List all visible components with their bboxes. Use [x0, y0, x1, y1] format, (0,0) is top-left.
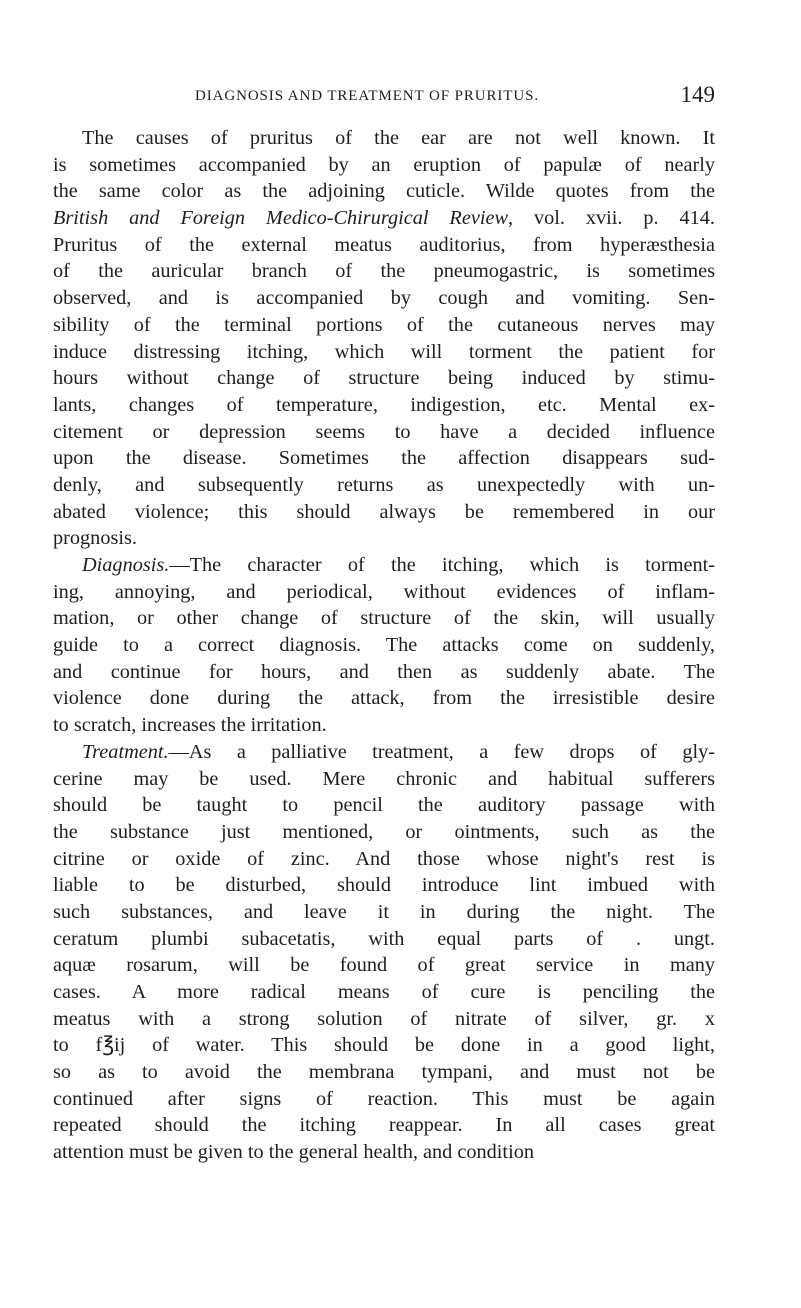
text-run: hours without change of structure being induced by stimu-: [53, 367, 715, 390]
text-line: [53, 899, 715, 926]
text-run: induce distressing itching, which will torment the patient for: [53, 340, 715, 363]
text-run: to f℥ij of water. This should be done in a good light,: [53, 1034, 715, 1057]
text-line: [53, 525, 715, 552]
text-run: attention must be given to the general health, and condition: [53, 1141, 534, 1164]
text-line: [53, 979, 715, 1006]
text-line: [53, 312, 715, 339]
text-run: ing, annoying, and periodical, without evidences of inflam-: [53, 580, 715, 603]
page-number: 149: [680, 82, 715, 107]
text-line: [53, 685, 715, 712]
text-line: [53, 258, 715, 285]
text-line: [53, 819, 715, 846]
text-run: lants, changes of temperature, indigestion, etc. Mental ex-: [53, 393, 715, 416]
text-line: [53, 1032, 715, 1059]
running-header: [195, 82, 715, 112]
text-line: [53, 499, 715, 526]
text-run: guide to a correct diagnosis. The attacks come on suddenly,: [53, 634, 715, 657]
text-line: [53, 419, 715, 446]
text-run: ceratum plumbi subacetatis, with equal parts of . ungt.: [53, 927, 715, 950]
text-line: [53, 445, 715, 472]
text-line: [53, 952, 715, 979]
text-line: [53, 632, 715, 659]
text-run: should be taught to pencil the auditory passage with: [53, 794, 715, 817]
text-run: the substance just mentioned, or ointments, such as the: [53, 820, 715, 843]
paragraph: [53, 125, 715, 552]
text-run: —The character of the itching, which is torment-: [169, 554, 715, 576]
text-run: and continue for hours, and then as suddenly abate. The: [53, 660, 715, 683]
text-line: [53, 1112, 715, 1139]
text-run: Pruritus of the external meatus auditorius, from hyperæsthesia: [53, 233, 715, 256]
text-line: [53, 285, 715, 312]
text-run: upon the disease. Sometimes the affection disappears sud-: [53, 447, 715, 470]
paragraph: [53, 739, 715, 1166]
text-line: [53, 712, 715, 739]
text-line: [53, 926, 715, 953]
text-line: [53, 579, 715, 606]
text-run: the same color as the adjoining cuticle. Wilde quotes from the: [53, 180, 715, 203]
italic-text: Diagnosis.: [82, 554, 170, 576]
italic-text: Treatment.: [82, 740, 169, 763]
text-run: abated violence; this should always be remembered in our: [53, 500, 715, 523]
text-run: such substances, and leave it in during the night. The: [53, 900, 715, 923]
text-run: continued after signs of reaction. This must be again: [53, 1087, 715, 1110]
text-line: [53, 1086, 715, 1113]
text-line: [53, 739, 715, 766]
text-line: [53, 1059, 715, 1086]
text-run: so as to avoid the membrana tympani, and must not be: [53, 1061, 715, 1084]
text-run: liable to be disturbed, should introduce lint imbued with: [53, 874, 715, 897]
text-line: [53, 392, 715, 419]
text-run: sibility of the terminal portions of the cutaneous nerves may: [53, 313, 715, 336]
text-run: The causes of pruritus of the ear are not well known. It: [82, 127, 715, 149]
text-line: [53, 1139, 715, 1166]
text-line: [53, 232, 715, 259]
text-line: [53, 472, 715, 499]
text-line: [53, 178, 715, 205]
text-line: [53, 605, 715, 632]
paragraph: [53, 552, 715, 739]
text-run: denly, and subsequently returns as unexpectedly with un-: [53, 473, 715, 496]
text-run: of the auricular branch of the pneumogastric, is sometimes: [53, 260, 715, 283]
text-line: [53, 365, 715, 392]
text-run: repeated should the itching reappear. In all cases great: [53, 1114, 715, 1137]
text-run: , vol. xvii. p. 414.: [508, 207, 715, 230]
text-line: [53, 552, 715, 579]
text-run: aquæ rosarum, will be found of great service in many: [53, 954, 715, 977]
text-line: [53, 846, 715, 873]
text-run: —As a palliative treatment, a few drops of gly-: [168, 740, 715, 763]
text-line: [53, 792, 715, 819]
text-run: to scratch, increases the irritation.: [53, 714, 327, 737]
text-run: citement or depression seems to have a decided influence: [53, 420, 715, 443]
text-run: is sometimes accompanied by an eruption of papulæ of nearly: [53, 153, 715, 176]
text-run: citrine or oxide of zinc. And those whose night's rest is: [53, 847, 715, 870]
text-run: violence done during the attack, from the irresistible desire: [53, 687, 715, 710]
italic-text: British and Foreign Medico-Chirurgical Review: [53, 207, 508, 230]
text-line: [53, 152, 715, 179]
text-run: observed, and is accompanied by cough and vomiting. Sen-: [53, 287, 715, 310]
text-run: mation, or other change of structure of the skin, will usually: [53, 607, 715, 630]
text-line: [53, 766, 715, 793]
running-title: DIAGNOSIS AND TREATMENT OF PRURITUS.: [195, 88, 539, 104]
body-text: [53, 125, 715, 1166]
text-run: cases. A more radical means of cure is penciling the: [53, 981, 715, 1003]
text-line: [53, 659, 715, 686]
text-line: [53, 339, 715, 366]
text-line: [53, 872, 715, 899]
text-line: [53, 125, 715, 152]
text-line: [53, 1006, 715, 1033]
text-run: meatus with a strong solution of nitrate of silver, gr. x: [53, 1007, 715, 1030]
text-run: cerine may be used. Mere chronic and habitual sufferers: [53, 767, 715, 790]
text-run: prognosis.: [53, 527, 137, 550]
text-line: [53, 205, 715, 232]
